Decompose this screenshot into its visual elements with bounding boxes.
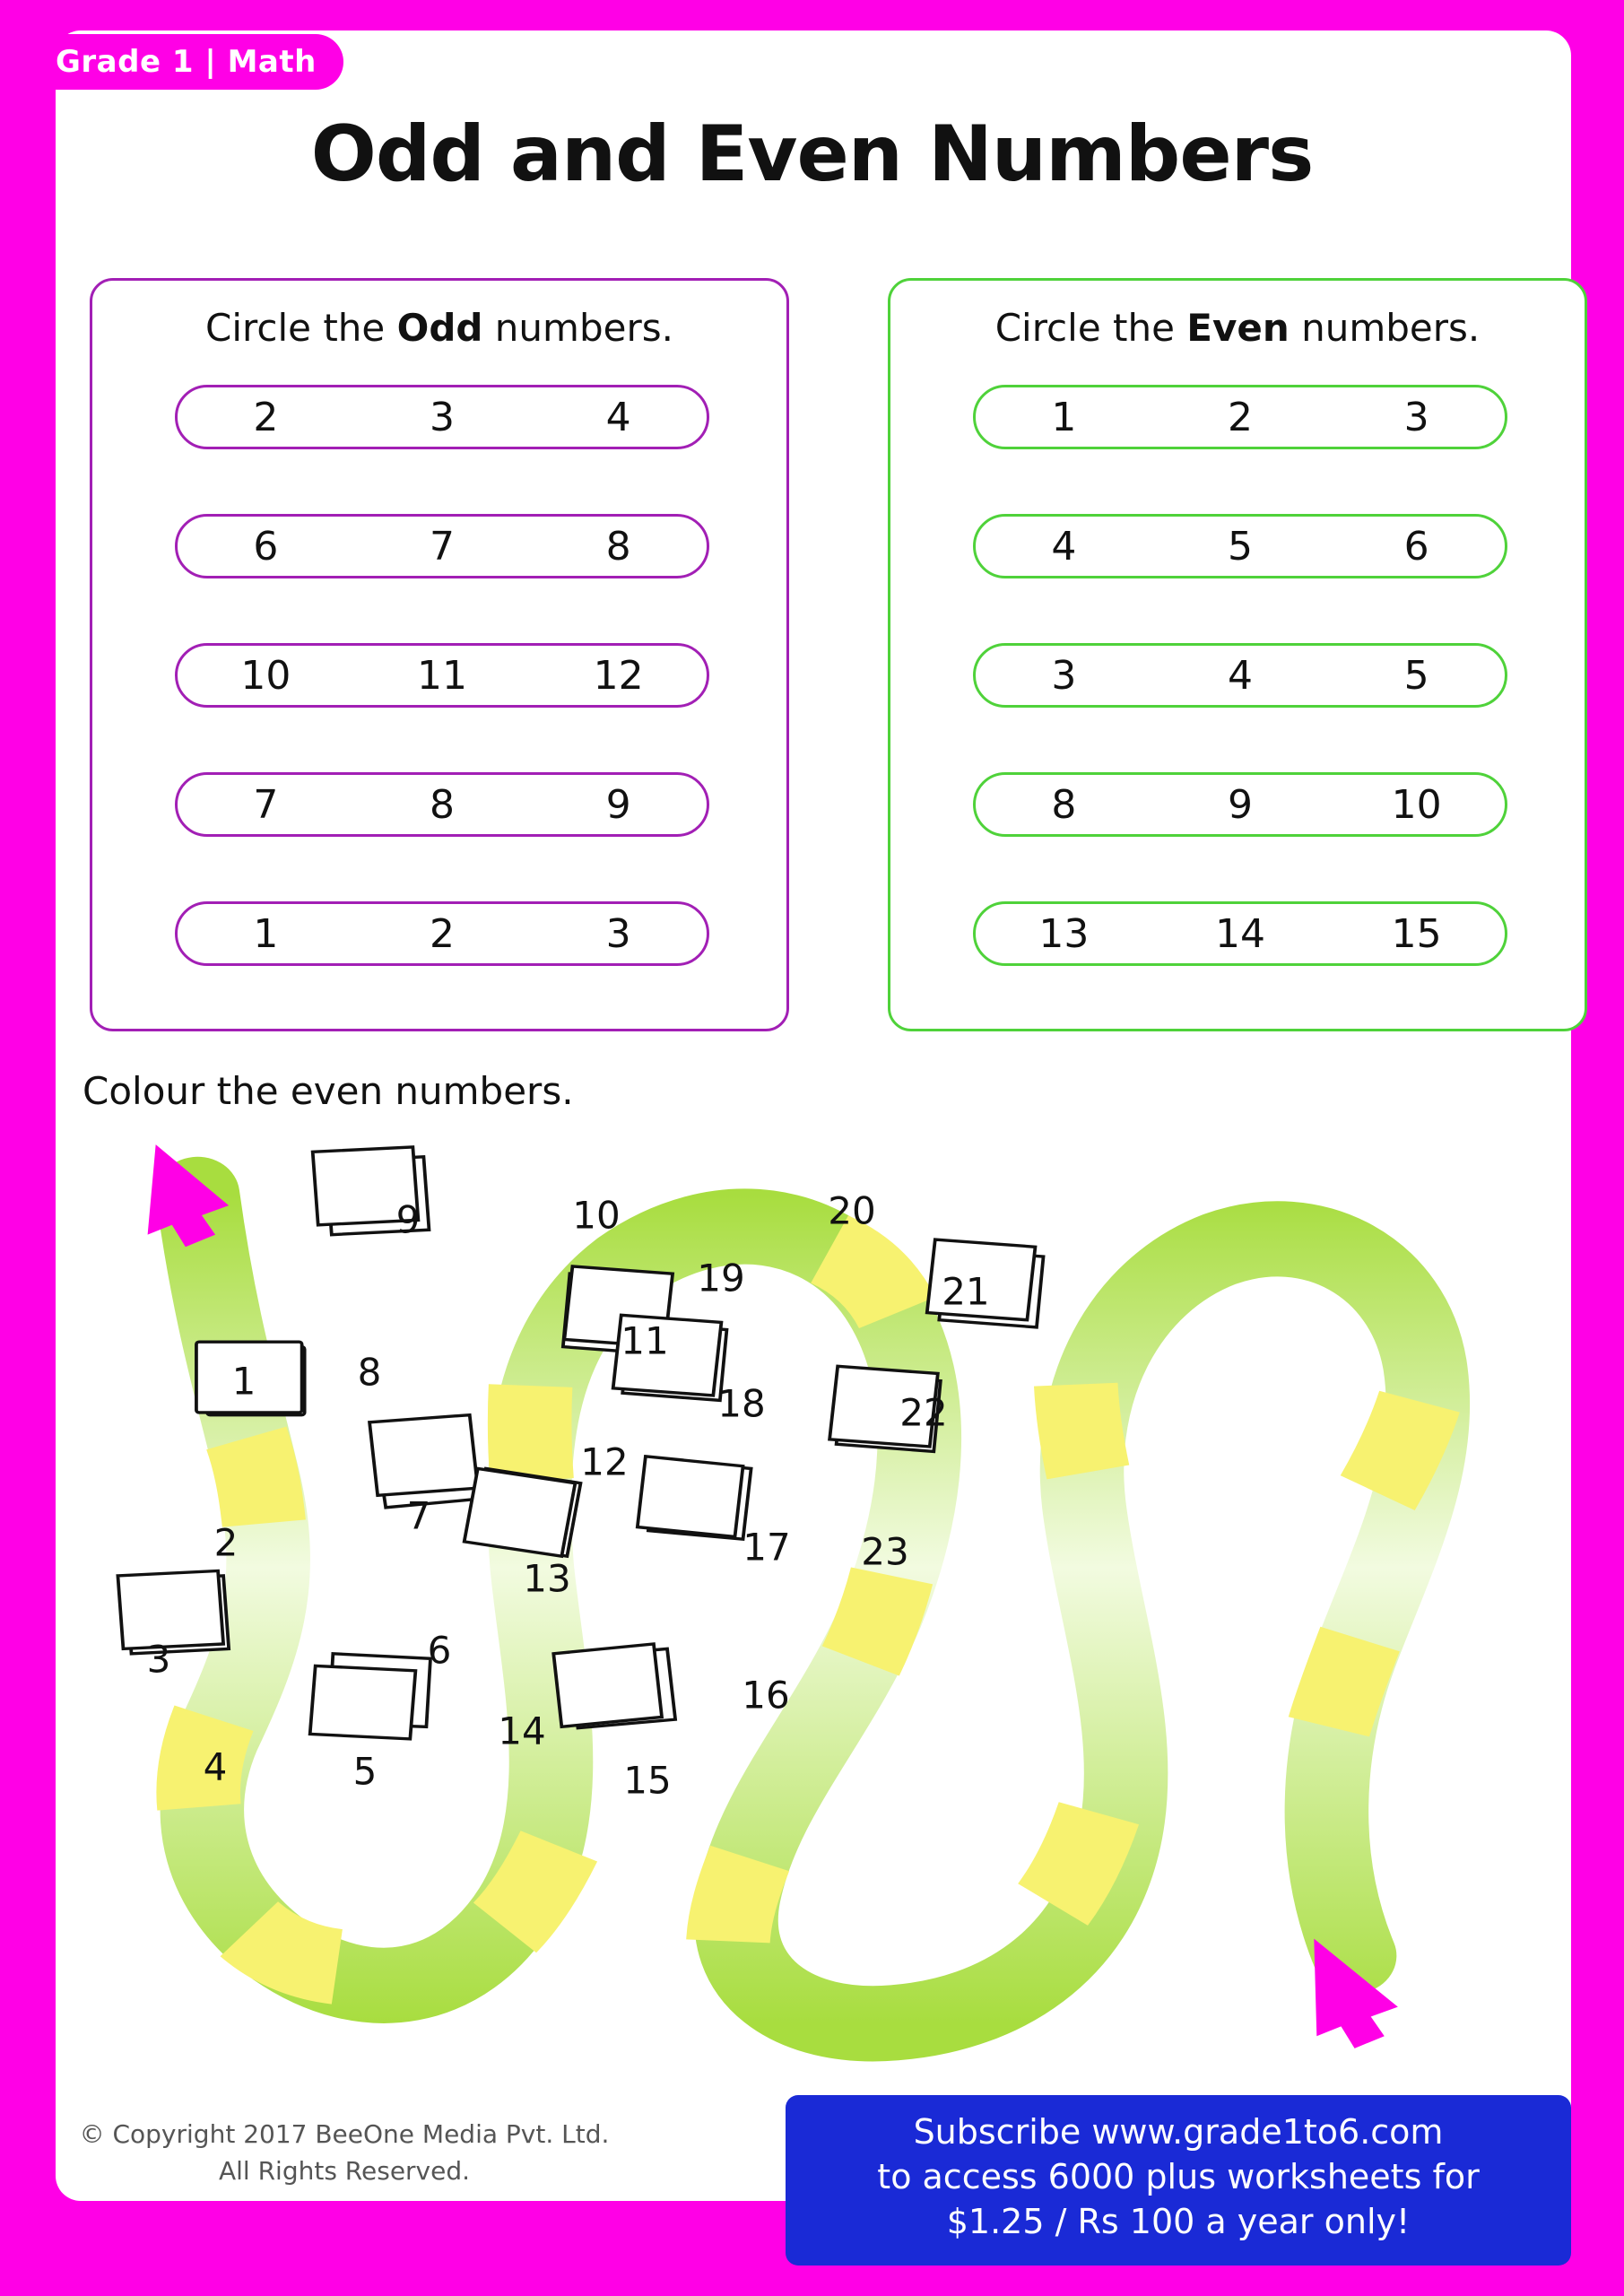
number-cell[interactable]: 10 [1391, 781, 1442, 828]
number-cell[interactable]: 2 [253, 394, 279, 440]
snake-number[interactable]: 21 [942, 1269, 990, 1314]
number-cell[interactable]: 3 [605, 910, 631, 957]
snake-number[interactable]: 22 [899, 1390, 948, 1435]
number-row[interactable] [175, 772, 709, 837]
snake-number[interactable]: 11 [621, 1318, 669, 1363]
snake-number[interactable]: 7 [406, 1493, 431, 1538]
snake-number[interactable]: 3 [146, 1637, 171, 1682]
copyright-block [66, 2117, 622, 2189]
number-cell[interactable]: 14 [1215, 910, 1265, 957]
number-cell[interactable]: 2 [1228, 394, 1253, 440]
number-row[interactable] [175, 643, 709, 708]
number-row[interactable] [973, 772, 1507, 837]
number-cell[interactable]: 1 [1051, 394, 1077, 440]
number-cell[interactable]: 6 [253, 523, 279, 570]
number-row[interactable] [973, 643, 1507, 708]
task-prompt-odd [92, 306, 786, 350]
number-cell[interactable]: 11 [417, 652, 467, 699]
number-cell[interactable]: 6 [1403, 523, 1429, 570]
number-cell[interactable]: 9 [605, 781, 631, 828]
number-row[interactable] [973, 385, 1507, 449]
colour-instruction: Colour the even numbers. [83, 1069, 574, 1113]
number-row[interactable] [175, 901, 709, 966]
copyright-line-2: All Rights Reserved. [218, 2155, 471, 2186]
task-prompt-even-after: numbers. [1289, 306, 1481, 350]
snake-even-bands [198, 1249, 1420, 1967]
number-cell[interactable]: 4 [1051, 523, 1077, 570]
snake-body [197, 1195, 1428, 2023]
number-cell[interactable]: 8 [430, 781, 455, 828]
snake-number[interactable]: 14 [498, 1709, 546, 1753]
task-prompt-odd-keyword: Odd [396, 306, 483, 350]
number-cell[interactable]: 5 [1228, 523, 1253, 570]
number-row[interactable] [175, 514, 709, 578]
task-prompt-even-keyword: Even [1186, 306, 1290, 350]
snake-number[interactable]: 6 [427, 1628, 452, 1673]
snake-number[interactable]: 4 [203, 1744, 228, 1789]
subscribe-line-2: to access 6000 plus worksheets for [877, 2157, 1480, 2197]
number-cell[interactable]: 15 [1391, 910, 1442, 957]
number-cell[interactable]: 1 [253, 910, 279, 957]
task-prompt-even [890, 306, 1585, 350]
number-row[interactable] [973, 514, 1507, 578]
snake-number[interactable]: 5 [352, 1749, 378, 1794]
task-prompt-odd-after: numbers. [482, 306, 673, 350]
snake-number[interactable]: 13 [523, 1556, 571, 1601]
number-cell[interactable]: 5 [1403, 652, 1429, 699]
subscribe-line-1: Subscribe www.grade1to6.com [913, 2112, 1444, 2152]
number-cell[interactable]: 3 [1403, 394, 1429, 440]
snake-number[interactable]: 15 [623, 1758, 672, 1803]
number-cell[interactable]: 2 [430, 910, 455, 957]
snake-number[interactable]: 2 [213, 1520, 239, 1565]
number-cell[interactable]: 3 [1051, 652, 1077, 699]
snake-number[interactable]: 8 [357, 1350, 382, 1395]
number-row[interactable] [973, 901, 1507, 966]
snake-number[interactable]: 12 [580, 1439, 629, 1484]
number-cell[interactable]: 12 [593, 652, 644, 699]
snake-number[interactable]: 19 [697, 1256, 745, 1300]
subscribe-line-3: $1.25 / Rs 100 a year only! [946, 2202, 1411, 2242]
number-cell[interactable]: 4 [605, 394, 631, 440]
number-row[interactable] [175, 385, 709, 449]
number-cell[interactable]: 3 [430, 394, 455, 440]
number-cell[interactable]: 4 [1228, 652, 1253, 699]
snake-number[interactable]: 20 [828, 1188, 876, 1233]
snake-number[interactable]: 1 [231, 1359, 256, 1404]
snake-number[interactable]: 17 [743, 1525, 791, 1570]
page-title: Odd and Even Numbers [310, 109, 1314, 199]
subscribe-banner[interactable] [786, 2095, 1571, 2266]
snake-svg [56, 1103, 1571, 2090]
snake-number[interactable]: 23 [861, 1529, 909, 1574]
snake-number[interactable]: 9 [395, 1197, 421, 1242]
number-cell[interactable]: 7 [430, 523, 455, 570]
copyright-line-1: © Copyright 2017 BeeOne Media Pvt. Ltd. [79, 2119, 610, 2149]
task-box-odd [90, 278, 789, 1031]
task-box-even [888, 278, 1587, 1031]
number-cell[interactable]: 8 [1051, 781, 1077, 828]
snake-number[interactable]: 16 [742, 1673, 790, 1718]
number-cell[interactable]: 7 [253, 781, 279, 828]
number-cell[interactable]: 13 [1038, 910, 1090, 957]
snake-activity [56, 1103, 1571, 2090]
task-prompt-odd-before: Circle the [205, 306, 397, 350]
snake-number[interactable]: 18 [717, 1381, 766, 1426]
number-cell[interactable]: 9 [1228, 781, 1253, 828]
task-prompt-even-before: Circle the [994, 306, 1187, 350]
number-cell[interactable]: 8 [605, 523, 631, 570]
grade-badge: Grade 1 | Math [0, 34, 343, 90]
snake-number[interactable]: 10 [572, 1193, 621, 1238]
number-cell[interactable]: 10 [240, 652, 291, 699]
